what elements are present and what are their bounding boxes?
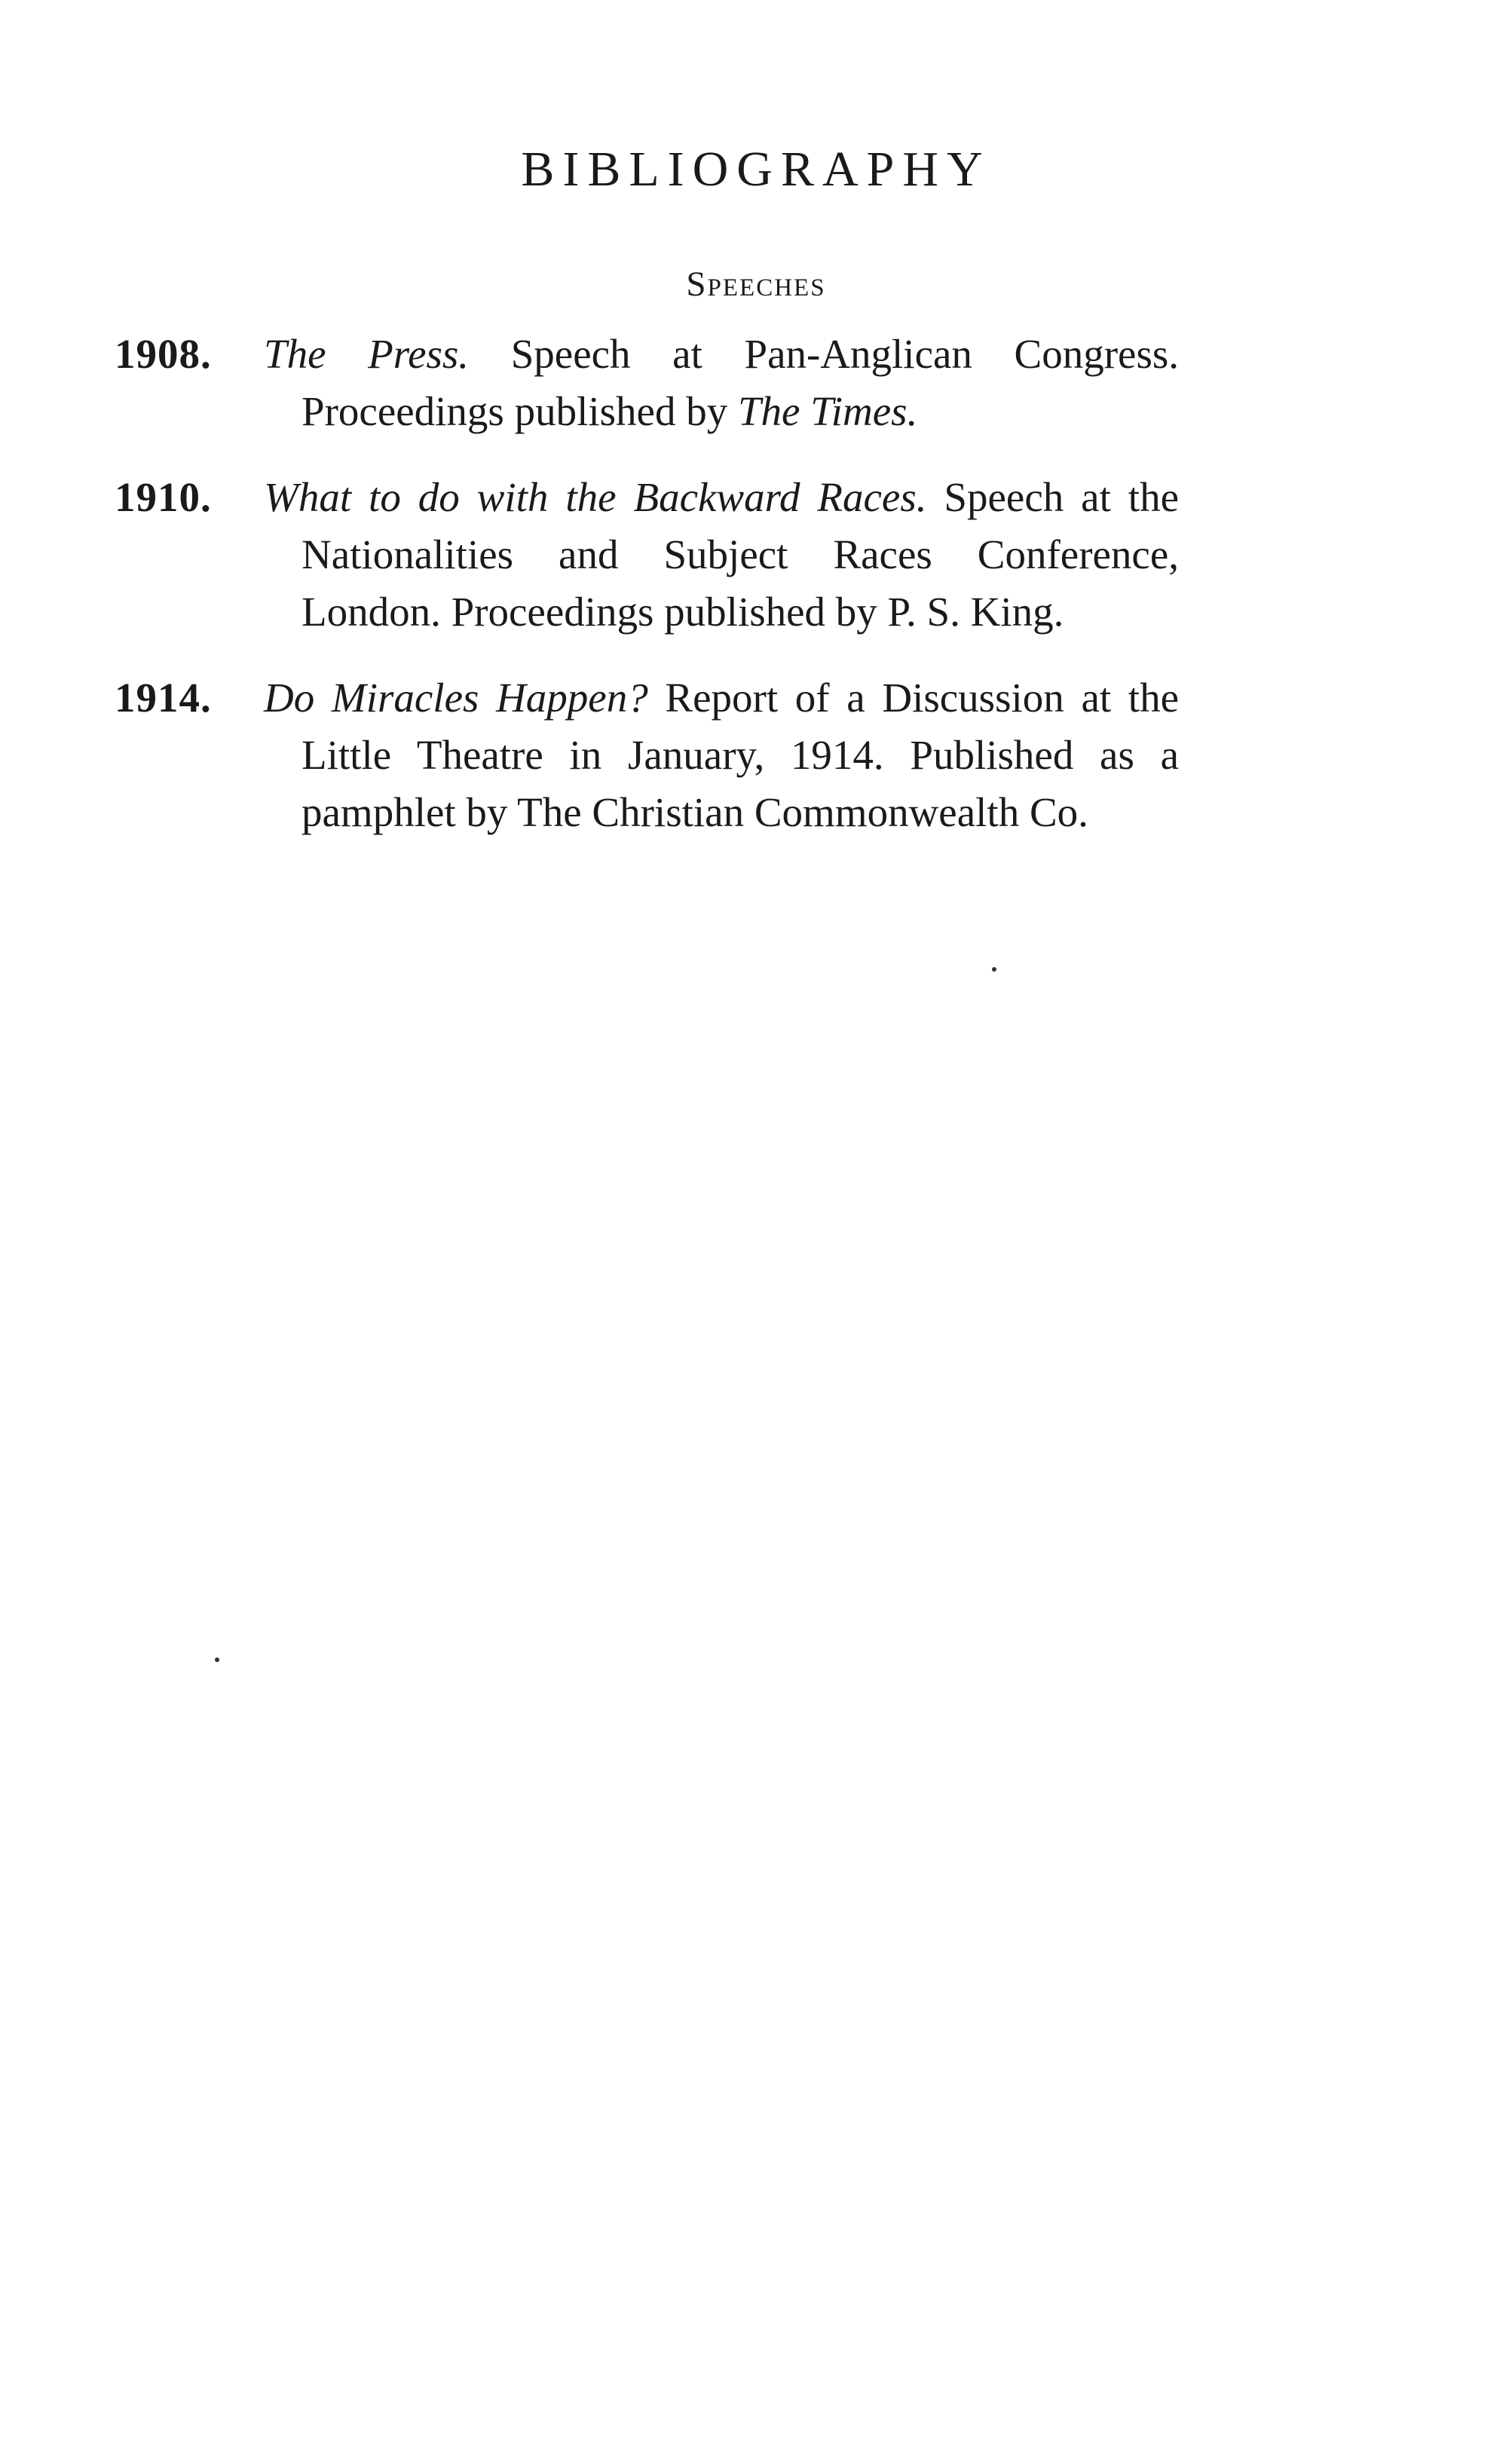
entry-body: [264, 469, 1179, 641]
entry-title: The Press.: [264, 331, 470, 377]
bibliography-entry: [115, 326, 1179, 440]
bibliography-list: [115, 326, 1179, 870]
print-speck: [215, 1658, 219, 1662]
bibliography-entry: [115, 469, 1179, 641]
entry-description: Speech at Pan-Anglican Congress. Proceedings published by: [301, 331, 1180, 434]
entry-year: 1908.: [115, 331, 212, 377]
entry-body: [264, 326, 1179, 440]
entry-description: Speech at the Nationalities and Subject Races Conference, London. Proceedings published by P. S. King.: [301, 474, 1180, 635]
entry-description-italic: The Times.: [737, 388, 918, 434]
entry-body: [264, 669, 1179, 841]
print-speck: [992, 967, 996, 972]
bibliography-entry: [115, 669, 1179, 841]
entry-year: 1910.: [115, 474, 212, 520]
entry-year: 1914.: [115, 675, 212, 721]
page-title: BIBLIOGRAPHY: [521, 142, 991, 197]
entry-title: Do Miracles Happen?: [264, 675, 648, 721]
entry-description: Report of a Discussion at the Little Theatre in January, 1914. Published as a pamphlet by The Christian Commonwealth Co.: [301, 675, 1180, 835]
entry-title: What to do with the Backward Races.: [264, 474, 927, 520]
section-heading: Speeches: [686, 265, 826, 304]
